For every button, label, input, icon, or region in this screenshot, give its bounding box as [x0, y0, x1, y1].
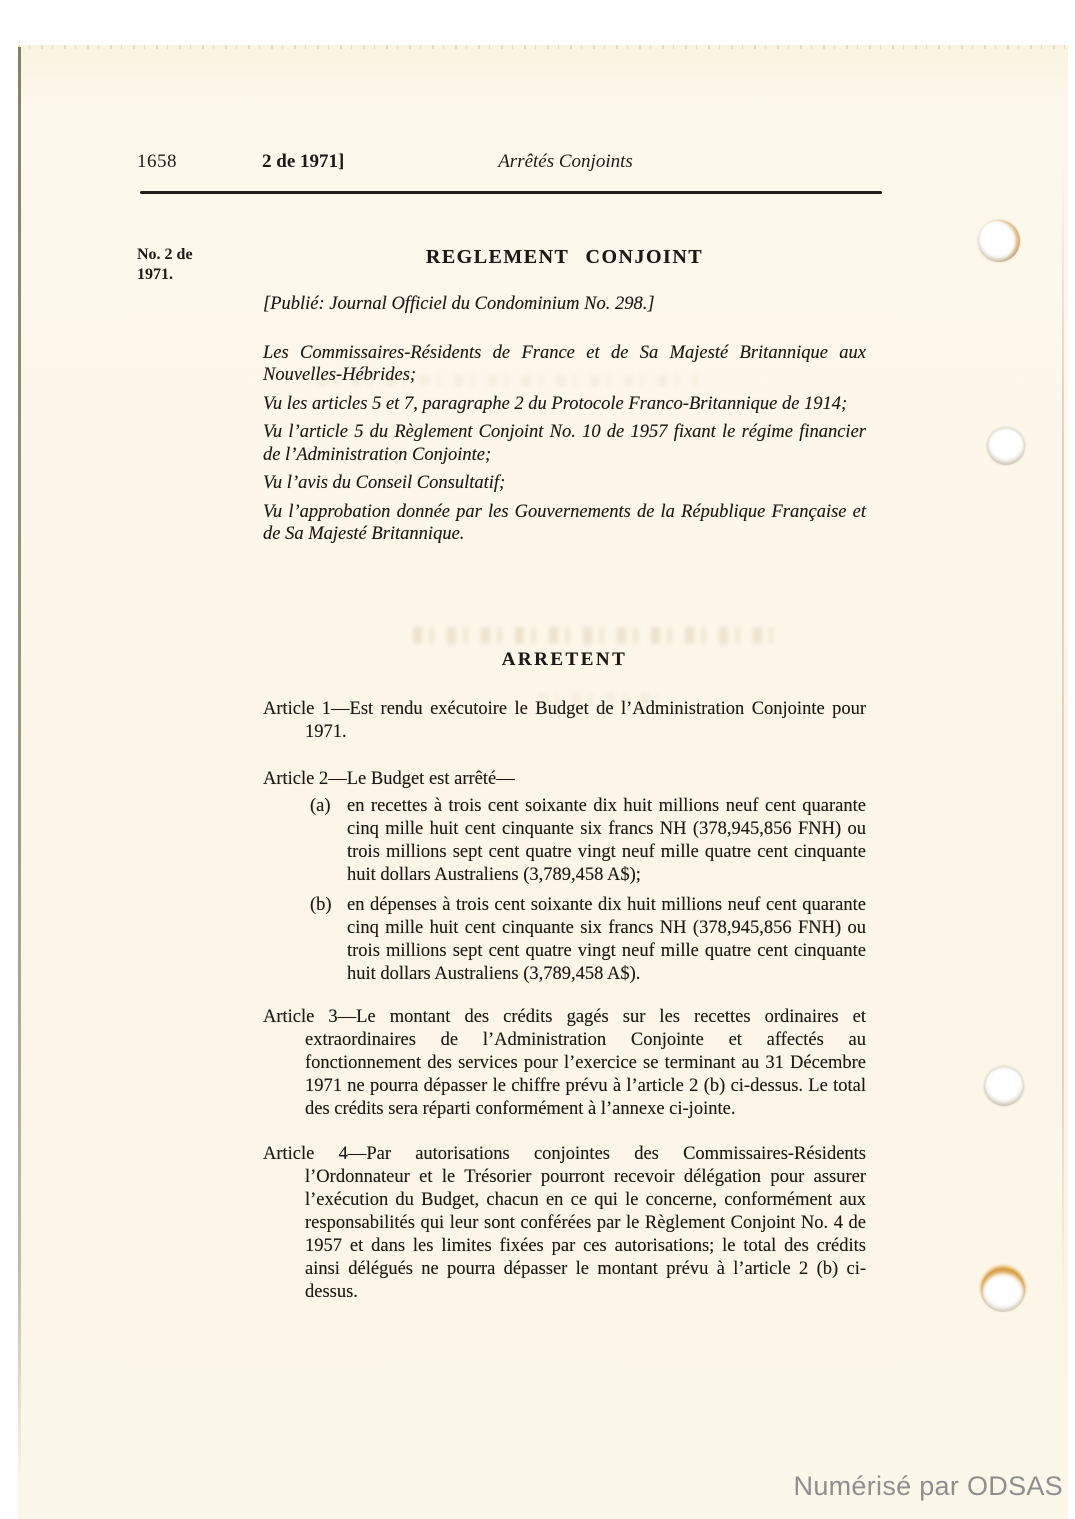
punch-hole: [978, 220, 1020, 262]
item-b-text: en dépenses à trois cent soixante dix huit millions neuf cent quarante cinq mille huit cent cinquante six francs NH (378,945,856 FNH) ou trois millions sept cent quatre vingt neuf mille quatre cent cinquante huit dollars Australiens (3,789,458 A$).: [347, 894, 866, 984]
article-2-intro: Article 2—Le Budget est arrêté—: [263, 768, 515, 789]
scanned-page: [18, 45, 1068, 1519]
preamble: [263, 342, 866, 546]
article-2-item-b: [263, 894, 866, 986]
header-issue-ref: 2 de 1971]: [262, 151, 345, 172]
document-title: REGLEMENT CONJOINT: [425, 246, 704, 268]
preamble-paragraph: Vu les articles 5 et 7, paragraphe 2 du Protocole Franco-Britannique de 1914;: [263, 393, 848, 414]
publication-note: [Publié: Journal Officiel du Condominium No. 298.]: [263, 294, 655, 314]
item-b-label: (b): [310, 894, 332, 915]
preamble-paragraph: Vu l’approbation donnée par les Gouvernements de la République Française et de Sa Majesté Britannique.: [263, 501, 866, 544]
article-3: Article 3—Le montant des crédits gagés sur les recettes ordinaires et extraordinaires de l’Administration Conjointe et affectés au fonctionnement des services pour l’exercice se terminant au 31 Décembre 1971 ne pourra dépasser le chiffre prévu à l’article 2 (b) ci-dessus. Le total des crédits sera réparti conformément à l’annexe ci-jointe.: [263, 1006, 866, 1119]
enactment-heading: ARRETENT: [501, 648, 628, 670]
page-top-edge: [18, 45, 1068, 49]
article-4: Article 4—Par autorisations conjointes des Commissaires-Résidents l’Ordonnateur et le Trésorier pourront recevoir délégation pour assurer l’exécution du Budget, chacun en ce qui le concerne, conformément aux responsabilités qui leur sont conférées par le Règlement Conjoint No. 4 de 1957 et dans les limites fixées par ces autorisations; le total des crédits ainsi délégués ne pourra dépasser le montant prévu à l’article 2 (b) ci-dessus.: [263, 1143, 866, 1302]
article-2-item-a: [263, 795, 866, 887]
punch-hole: [984, 1066, 1024, 1106]
punch-hole-rust-stained: [981, 1268, 1025, 1312]
article-1: Article 1—Est rendu exécutoire le Budget de l’Administration Conjointe pour 1971.: [263, 698, 866, 742]
preamble-paragraph: Vu l’avis du Conseil Consultatif;: [263, 473, 506, 493]
margin-note-line2: 1971.: [137, 266, 173, 283]
page-left-edge-shadow: [18, 47, 21, 1485]
page-right-edge-shadow: [1062, 165, 1064, 1315]
margin-note-line1: No. 2 de: [137, 246, 193, 263]
header-page-number: 1658: [137, 151, 177, 172]
document-body: [263, 245, 866, 1304]
item-a-label: (a): [310, 795, 331, 816]
preamble-paragraph: Les Commissaires-Résidents de France et de Sa Majesté Britannique aux Nouvelles-Hébrides;: [263, 342, 866, 385]
punch-hole: [987, 427, 1025, 465]
header-rule: [140, 191, 882, 194]
item-a-text: en recettes à trois cent soixante dix huit millions neuf cent quarante cinq mille huit cent cinquante six francs NH (378,945,856 FNH) ou trois millions sept cent quatre vingt neuf mille quatre cent cinquante huit dollars Australiens (3,789,458 A$);: [347, 795, 866, 885]
header-running-title: Arrêtés Conjoints: [498, 151, 633, 172]
preamble-paragraph: Vu l’article 5 du Règlement Conjoint No. 10 de 1957 fixant le régime financier de l’Administration Conjointe;: [263, 422, 866, 465]
scan-watermark: Numérisé par ODSAS: [793, 1471, 1063, 1501]
margin-note: [137, 245, 237, 285]
